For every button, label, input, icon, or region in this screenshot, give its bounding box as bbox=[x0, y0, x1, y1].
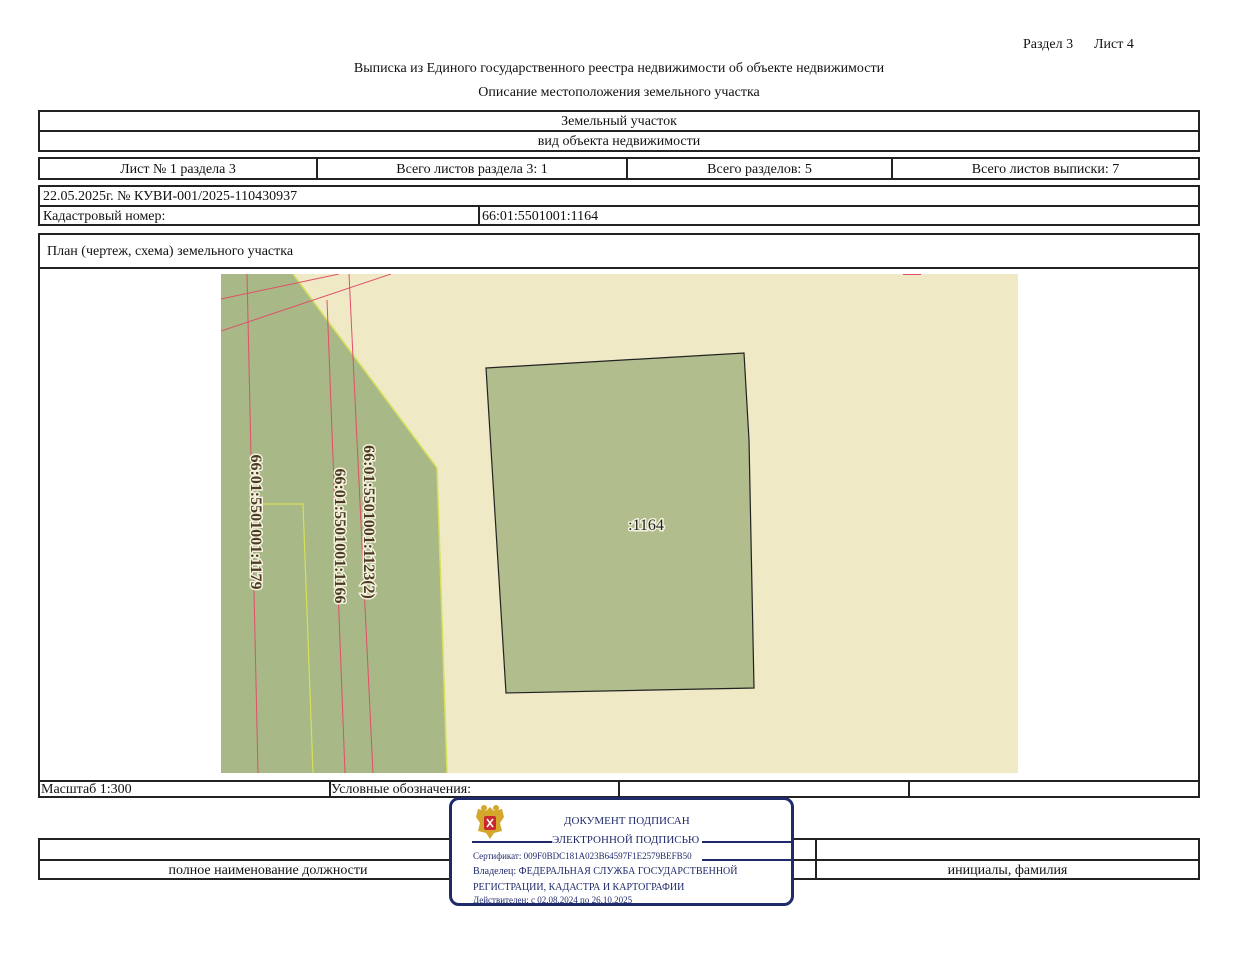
stamp-valid: Действителен: с 02.08.2024 по 26.10.2025 bbox=[473, 895, 633, 905]
object-type-label: вид объекта недвижимости bbox=[537, 134, 701, 149]
stamp-certificate: Сертификат: 009F0BDC181A023B64597F1E2579BEFB50 bbox=[473, 851, 692, 861]
name-label: инициалы, фамилия bbox=[947, 863, 1068, 878]
coat-of-arms-icon bbox=[472, 803, 508, 843]
total-sheets-extract-cell: Всего листов выписки: 7 bbox=[971, 162, 1120, 177]
neighbor-label-1179: 66:01:5501001:1179 bbox=[247, 454, 264, 590]
scale-label: Масштаб 1:300 bbox=[41, 782, 132, 797]
parcel-1164 bbox=[486, 353, 754, 693]
doc-info-table bbox=[38, 185, 1200, 226]
object-type-table bbox=[38, 110, 1200, 152]
cadastral-map bbox=[221, 274, 1018, 773]
total-sheets-section-cell: Всего листов раздела 3: 1 bbox=[396, 162, 548, 177]
neighbor-label-1123: 66:01:5501001:1123(2) bbox=[360, 445, 377, 599]
total-sections-cell: Всего разделов: 5 bbox=[707, 162, 812, 177]
map-canvas bbox=[221, 274, 1018, 773]
electronic-signature-stamp bbox=[449, 797, 794, 906]
neighbor-label-1166: 66:01:5501001:1166 bbox=[331, 468, 348, 604]
plan-title: План (чертеж, схема) земельного участка bbox=[47, 244, 294, 259]
position-label: полное наименование должности bbox=[168, 863, 368, 878]
legend-label: Условные обозначения: bbox=[331, 782, 472, 797]
stamp-owner1: Владелец: ФЕДЕРАЛЬНАЯ СЛУЖБА ГОСУДАРСТВЕННОЙ bbox=[473, 866, 738, 877]
date-number: 22.05.2025г. № КУВИ-001/2025-110430937 bbox=[43, 189, 298, 204]
sheet-number: Лист 4 bbox=[1094, 37, 1134, 52]
cadastral-label: Кадастровый номер: bbox=[43, 209, 166, 224]
parcel-label: :1164 bbox=[628, 517, 664, 534]
cadastral-value: 66:01:5501001:1164 bbox=[482, 209, 599, 224]
stamp-owner2: РЕГИСТРАЦИИ, КАДАСТРА И КАРТОГРАФИИ bbox=[473, 882, 685, 893]
stamp-line1: ДОКУМЕНТ ПОДПИСАН bbox=[564, 815, 690, 827]
page-subtitle: Описание местоположения земельного участка bbox=[478, 85, 760, 100]
object-type-value: Земельный участок bbox=[561, 114, 677, 129]
section-number: Раздел 3 bbox=[1023, 37, 1074, 52]
stamp-line2: ЭЛЕКТРОННОЙ ПОДПИСЬЮ bbox=[552, 834, 700, 846]
page-title: Выписка из Единого государственного реестра недвижимости об объекте недвижимости bbox=[353, 61, 885, 76]
sheets-row bbox=[38, 157, 1200, 180]
sheet-no-cell: Лист № 1 раздела 3 bbox=[120, 162, 236, 177]
